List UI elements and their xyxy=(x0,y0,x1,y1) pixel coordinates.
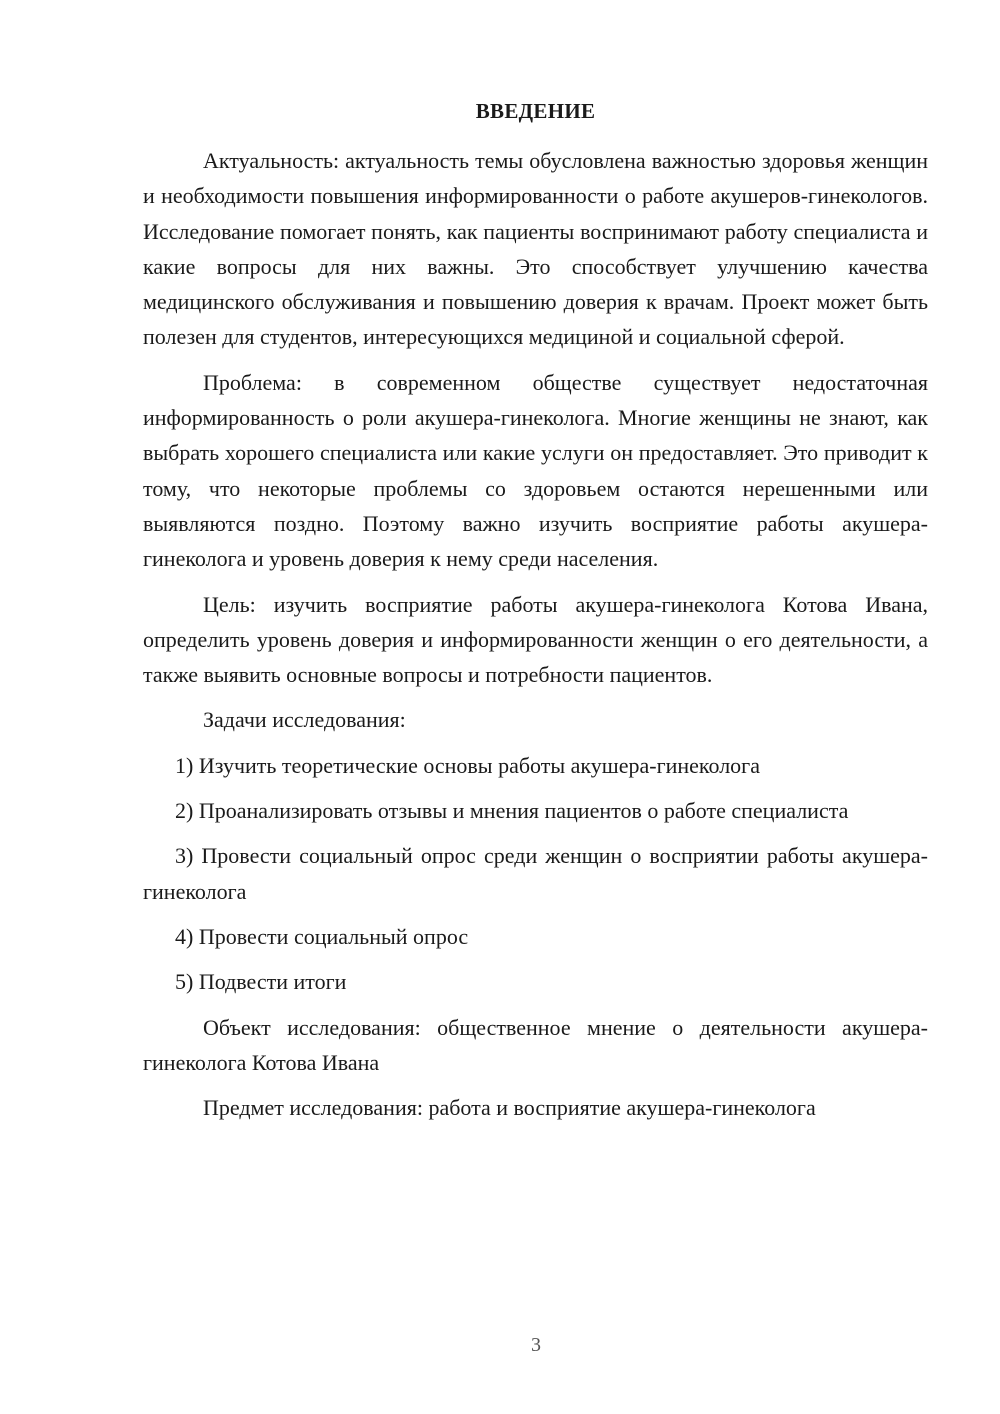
paragraph-problem: Проблема: в современном обществе существует недостаточная информированность о роли акушера-гинеколога. Многие женщины не знают, как выбрать хорошего специалиста или какие услуги он предоставляет. Это приводит к тому, что некоторые проблемы со здоровьем остаются нерешенными или выявляются поздно. Поэтому важно изучить восприятие работы акушера-гинеколога и уровень доверия к нему среди населения. xyxy=(143,369,928,572)
document-body xyxy=(143,143,928,1125)
paragraph-goal: Цель: изучить восприятие работы акушера-гинеколога Котова Ивана, определить уровень доверия и информированности женщин о его деятельности, а также выявить основные вопросы и потребности пациентов. xyxy=(143,591,928,688)
paragraph-tasks-heading: Задачи исследования: xyxy=(203,707,406,733)
paragraph-subject: Предмет исследования: работа и восприятие акушера-гинеколога xyxy=(203,1095,816,1121)
paragraph-relevance: Актуальность: актуальность темы обусловлена важностью здоровья женщин и необходимости повышения информированности о работе акушеров-гинекологов. Исследование помогает понять, как пациенты воспринимают работу специалиста и какие вопросы для них важны. Это способствует улучшению качества медицинского обслуживания и повышению доверия к врачам. Проект может быть полезен для студентов, интересующихся медициной и социальной сферой. xyxy=(143,148,928,350)
task-item-4: 4) Провести социальный опрос xyxy=(175,923,469,949)
task-item-1: 1) Изучить теоретические основы работы акушера-гинеколога xyxy=(175,752,760,778)
task-item-2: 2) Проанализировать отзывы и мнения пациентов о работе специалиста xyxy=(175,798,849,824)
task-item-5: 5) Подвести итоги xyxy=(175,969,347,995)
page-number: 3 xyxy=(531,1334,541,1356)
page-title: ВВЕДЕНИЕ xyxy=(475,99,596,123)
task-item-3: 3) Провести социальный опрос среди женщин о восприятии работы акушера-гинеколога xyxy=(143,843,928,904)
paragraph-object: Объект исследования: общественное мнение о деятельности акушера-гинеколога Котова Ивана xyxy=(143,1014,928,1075)
